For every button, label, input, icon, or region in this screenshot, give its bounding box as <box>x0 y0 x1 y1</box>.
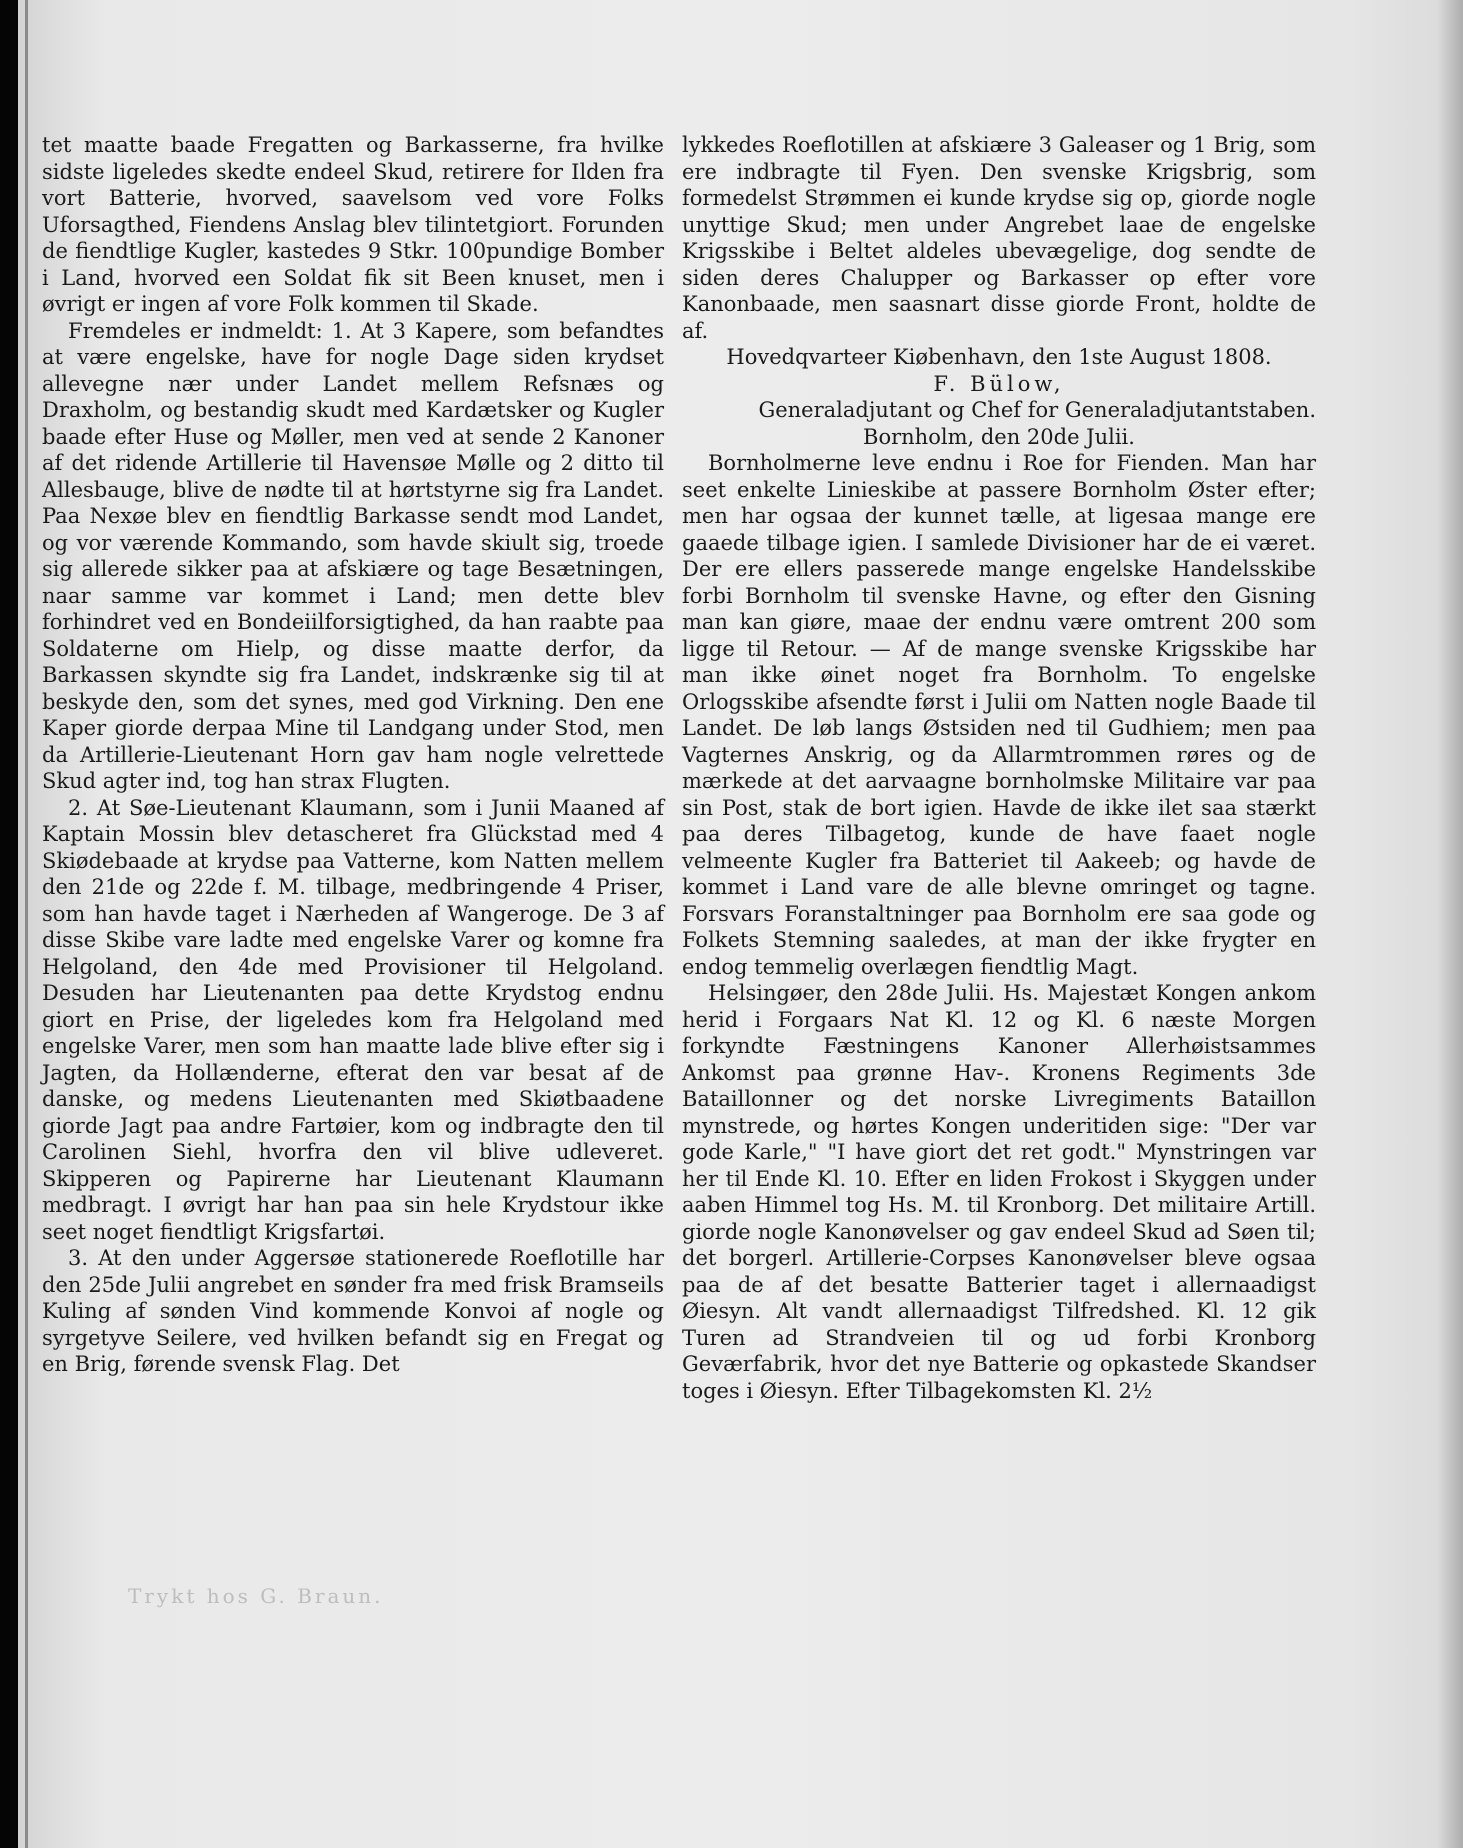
newspaper-page <box>18 0 1463 1848</box>
paragraph-bornholm-report: Bornholmerne leve endnu i Roe for Fienden. Man har seet enkelte Linieskibe at passere Bornholm Øster efter; men har ogsaa der kunnet tælle, at ligesaa mange ere gaaede tilbage igien. I samlede Divisioner har de ei været. Der ere ellers passerede mange engelske Handelsskibe forbi Bornholm til svenske Havne, og efter den Gisning man kan giøre, maae der endnu være omtrent 200 som ligge til Retour. — Af de mange svenske Krigsskibe har man ikke øinet noget fra Bornholm. To engelske Orlogsskibe afsendte først i Julii om Natten nogle Baade til Landet. De løb langs Østsiden ned til Gudhiem; men paa Vagternes Anskrig, og da Allarmtrommen røres og de mærkede at det aarvaagne bornholmske Militaire var paa sin Post, stak de bort igien. Havde de ikke ilet saa stærkt paa deres Tilbagetog, kunde de have faaet nogle velmeente Kugler fra Batteriet til Aakeeb; og havde de kommet i Land vare de alle blevne omringet og tagne. Forsvars Foranstaltninger paa Bornholm ere saa gode og Folkets Stemning saaledes, at man der ikke frygter en endog temmelig overlægen fiendtlig Magt. <box>682 451 1316 979</box>
left-column <box>42 132 664 1378</box>
section-heading-bornholm: Bornholm, den 20de Julii. <box>863 424 1135 449</box>
paragraph-roeflotille-continued: lykkedes Roeflotillen at afskiære 3 Galeaser og 1 Brig, som ere indbragte til Fyen. Den svenske Krigsbrig, som formedelst Strømmen ei kunde krydse sig op, giorde nogle unyttige Skud; men under Angrebet laae de engelske Krigsskibe i Beltet aldeles ubevægelige, dog sendte de siden deres Chalupper og Barkasser op efter vore Kanonbaade, men saasnart disse giorde Front, holdte de af. <box>682 133 1316 343</box>
signature-title: Generaladjutant og Chef for Generaladjutantstaben. <box>758 398 1316 422</box>
signature: F. Bülow, <box>933 371 1065 396</box>
paragraph-klaumann-report: 2. At Søe-Lieutenant Klaumann, som i Junii Maaned af Kaptain Mossin blev detascheret fra Glückstad med 4 Skiødebaade at krydse paa Vatterne, kom Natten mellem den 21de og 22de f. M. tilbage, medbringende 4 Priser, som han havde taget i Nærheden af Wangeroge. De 3 af disse Skibe vare ladte med engelske Varer og komne fra Helgoland, den 4de med Provisioner til Helgoland. Desuden har Lieutenanten paa dette Krydstog endnu giort en Prise, der ligeledes kom fra Helgoland med engelske Varer, men som han maatte lade blive efter sig i Jagten, da Hollænderne, efterat den var besat af de danske, og medens Lieutenanten med Skiøtbaadene giorde Jagt paa andre Fartøier, kom og indbragte den til Carolinen Siehl, hvorfra den vil blive udleveret. Skipperen og Papirerne har Lieutenant Klaumann medbragt. I øvrigt har han paa sin hele Krydstour ikke seet noget fiendtligt Krigsfartøi. <box>42 795 664 1244</box>
dateline: Hovedqvarteer Kiøbenhavn, den 1ste August 1808. <box>726 345 1272 369</box>
paragraph-helsingoer-report: Helsingøer, den 28de Julii. Hs. Majestæt Kongen ankom herid i Forgaars Nat Kl. 12 og Kl. 6 næste Morgen forkyndte Fæstningens Kanoner Allerhøistsammes Ankomst paa grønne Hav-. Kronens Regiments 3de Bataillonner og det norske Livregiments Bataillon mynstrede, og hørtes Kongen underitiden sige: "Der var gode Karle," "I have giort det ret godt." Mynstringen var her til Ende Kl. 10. Efter en liden Frokost i Skyggen under aaben Himmel tog Hs. M. til Kronborg. Det militaire Artill. giorde nogle Kanonøvelser og gav endeel Skud ad Søen til; det borgerl. Artillerie-Corpses Kanonøvelser bleve ogsaa paa de af det besatte Batterier taget i allernaadigst Øiesyn. Alt vandt allernaadigst Tilfredshed. Kl. 12 gik Turen ad Strandveien til og ud forbi Kronborg Geværfabrik, hvor det nye Batterie og opkastede Skandser toges i Øiesyn. Efter Tilbagekomsten Kl. 2½ <box>682 981 1316 1403</box>
paragraph-battery-report: tet maatte baade Fregatten og Barkasserne, fra hvilke sidste ligeledes skedte endeel Skud, retirere for Ilden fra vort Batterie, hvorved, saavelsom ved vore Folks Uforsagthed, Fiendens Anslag blev tilintetgiort. Forunden de fiendtlige Kugler, kastedes 9 Stkr. 100pundige Bomber i Land, hvorved een Soldat fik sit Been knuset, men i øvrigt er ingen af vore Folk kommen til Skade. <box>42 133 664 316</box>
page-fold <box>25 0 28 1848</box>
page-edge-shadow <box>1437 0 1463 1848</box>
faded-printer-line: Trykt hos G. Braun. <box>128 1584 384 1608</box>
paragraph-kapere-report: Fremdeles er indmeldt: 1. At 3 Kapere, som befandtes at være engelske, have for nogle Dage siden krydset allevegne nær under Landet mellem Refsnæs og Draxholm, og bestandig skudt med Kardætsker og Kugler baade efter Huse og Møller, men ved at sende 2 Kanoner af det ridende Artillerie til Havensøe Mølle og 2 ditto til Allesbauge, blive de nødte til at hørtstyrne sig fra Landet. Paa Nexøe blev en fiendtlig Barkasse sendt mod Landet, og vor værende Kommando, som havde skiult sig, troede sig allerede sikker paa at afskiære og tage Besætningen, naar samme var kommet i Land; men dette blev forhindret ved en Bondeiilforsigtighed, da han raabte paa Soldaterne om Hielp, og disse maatte derfor, da Barkassen skyndte sig fra Landet, indskrænke sig til at beskyde den, som det synes, med god Virkning. Den ene Kaper giorde derpaa Mine til Landgang under Stod, men da Artillerie-Lieutenant Horn gav ham nogle velrettede Skud agter ind, tog han strax Flugten. <box>42 318 664 793</box>
paragraph-roeflotille-report: 3. At den under Aggersøe stationerede Roeflotille har den 25de Julii angrebet en sønder fra med frisk Bramseils Kuling af sønden Vind kommende Konvoi af nogle og syrgetyve Seilere, ved hvilken befandt sig en Fregat og en Brig, førende svensk Flag. Det <box>42 1246 664 1376</box>
right-column <box>682 132 1316 1404</box>
